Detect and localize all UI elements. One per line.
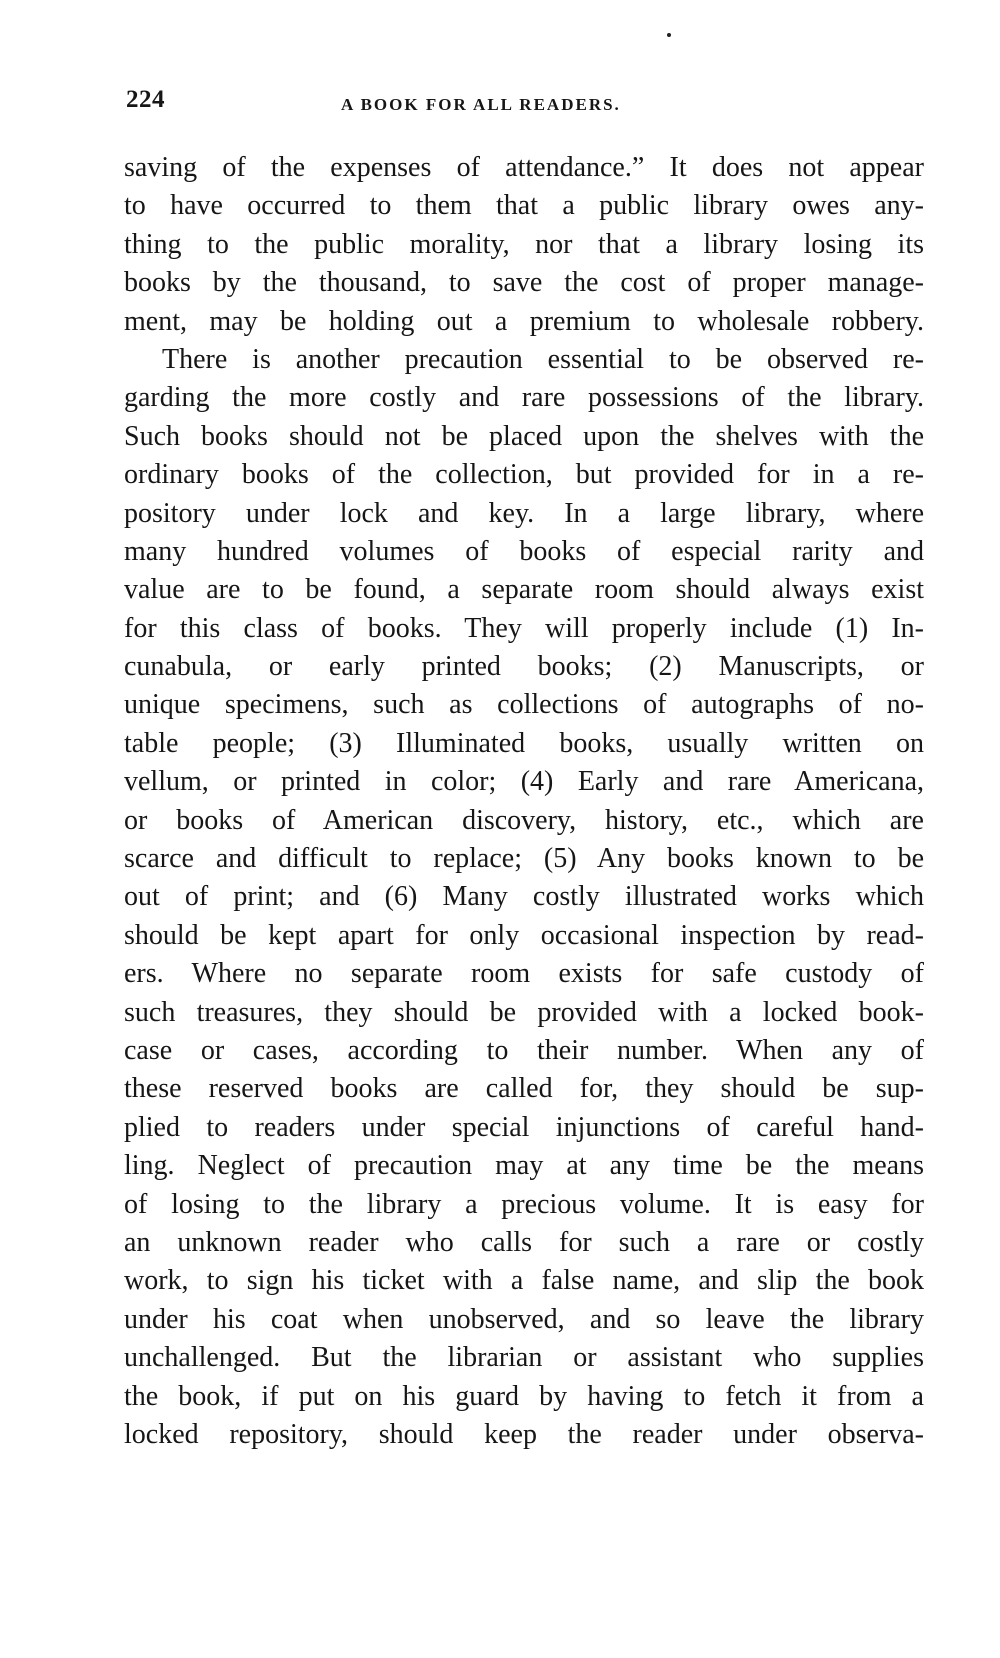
- running-title: A BOOK FOR ALL READERS.: [341, 95, 621, 114]
- text-line: locked repository, should keep the reader under observa-: [124, 1418, 924, 1450]
- text-line: for this class of books. They will properly include (1) In-: [124, 612, 924, 644]
- text-line: should be kept apart for only occasional inspection by read-: [124, 919, 924, 951]
- text-line: vellum, or printed in color; (4) Early and rare Americana,: [124, 766, 924, 798]
- text-line: many hundred volumes of books of especial rarity and: [124, 535, 924, 567]
- text-line: garding the more costly and rare possessions of the library.: [124, 382, 924, 414]
- text-line: cunabula, or early printed books; (2) Manuscripts, or: [124, 651, 924, 683]
- text-line: Such books should not be placed upon the shelves with the: [124, 420, 924, 452]
- page-number: 224: [126, 86, 165, 113]
- text-line: case or cases, according to their number. When any of: [124, 1034, 924, 1066]
- text-line: ment, may be holding out a premium to wholesale robbery.: [124, 305, 924, 337]
- text-line: unique specimens, such as collections of autographs of no-: [124, 689, 924, 721]
- text-line: pository under lock and key. In a large library, where: [124, 497, 924, 529]
- text-line: these reserved books are called for, they should be sup-: [124, 1073, 924, 1105]
- paragraph-start-line: There is another precaution essential to be observed re-: [162, 343, 924, 375]
- text-line: ling. Neglect of precaution may at any time be the means: [124, 1150, 924, 1182]
- text-line: saving of the expenses of attendance.” It does not appear: [124, 152, 924, 183]
- text-line: books by the thousand, to save the cost of proper manage-: [124, 267, 924, 299]
- text-line: thing to the public morality, nor that a library losing its: [124, 228, 924, 260]
- text-line: work, to sign his ticket with a false name, and slip the book: [124, 1265, 924, 1297]
- text-line: under his coat when unobserved, and so leave the library: [124, 1303, 924, 1335]
- text-line: value are to be found, a separate room should always exist: [124, 574, 924, 606]
- text-line: unchallenged. But the librarian or assistant who supplies: [124, 1342, 924, 1374]
- text-line: an unknown reader who calls for such a rare or costly: [124, 1226, 924, 1258]
- text-line: plied to readers under special injunctions of careful hand-: [124, 1111, 924, 1143]
- print-speck: [667, 33, 671, 37]
- text-line: table people; (3) Illuminated books, usually written on: [124, 727, 924, 759]
- page-header: [126, 86, 926, 126]
- text-line: or books of American discovery, history, etc., which are: [124, 804, 924, 836]
- text-line: to have occurred to them that a public library owes any-: [124, 190, 924, 222]
- text-line: ordinary books of the collection, but provided for in a re-: [124, 459, 924, 491]
- body-text: [124, 149, 924, 1454]
- text-line: the book, if put on his guard by having to fetch it from a: [124, 1380, 924, 1412]
- text-line: such treasures, they should be provided with a locked book-: [124, 996, 924, 1028]
- text-line: ers. Where no separate room exists for safe custody of: [124, 958, 924, 990]
- text-line: scarce and difficult to replace; (5) Any books known to be: [124, 843, 924, 875]
- text-line: out of print; and (6) Many costly illustrated works which: [124, 881, 924, 913]
- text-line: of losing to the library a precious volume. It is easy for: [124, 1188, 924, 1220]
